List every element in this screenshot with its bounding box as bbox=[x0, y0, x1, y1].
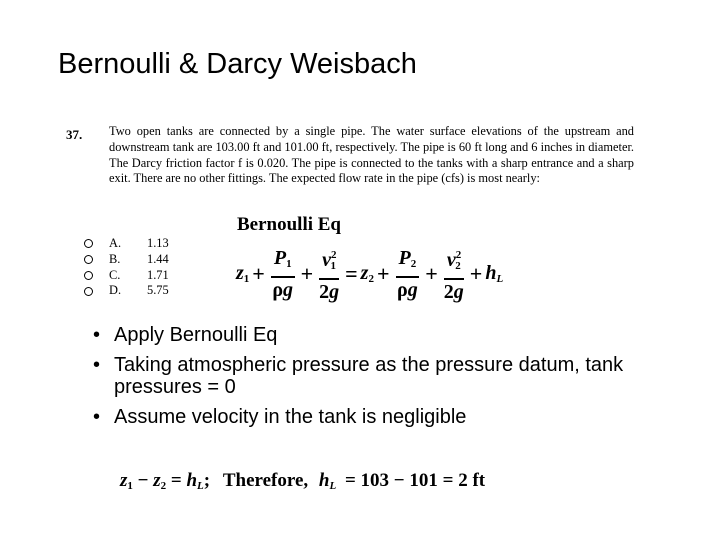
eq-plus: + bbox=[252, 260, 265, 286]
answer-choices bbox=[84, 236, 169, 299]
equation-title: Bernoulli Eq bbox=[237, 214, 341, 235]
radio-button-icon[interactable] bbox=[84, 287, 93, 296]
choice-b[interactable] bbox=[84, 252, 169, 268]
radio-button-icon[interactable] bbox=[84, 239, 93, 248]
result-equation bbox=[120, 470, 485, 492]
eq-term-z2: $z_2$ bbox=[360, 262, 374, 285]
eq-plus: + bbox=[425, 260, 438, 286]
eq-pressure-head-2: $\frac{P_2}{\rho g}$ bbox=[397, 246, 418, 301]
eq-equals: = bbox=[345, 260, 358, 286]
eq-plus: + bbox=[300, 260, 314, 286]
result-hl: $h_L$ bbox=[318, 470, 337, 492]
bullet-text: Apply Bernoulli Eq bbox=[114, 324, 278, 346]
choice-value: 1.71 bbox=[147, 267, 169, 282]
eq-pressure-head-1: $\frac{P_1}{\rho g}$ bbox=[272, 246, 294, 301]
eq-term-z1: $z_1$ bbox=[236, 262, 250, 285]
list-item bbox=[93, 354, 693, 398]
list-item bbox=[93, 324, 693, 346]
choice-value: 1.44 bbox=[147, 251, 169, 266]
choice-letter: A. bbox=[109, 236, 122, 250]
bullet-dot-icon: • bbox=[93, 324, 101, 346]
choice-d[interactable] bbox=[84, 283, 169, 299]
eq-velocity-head-2: $\frac{v^2_2}{2g}$ bbox=[444, 244, 464, 303]
choice-letter: B. bbox=[109, 251, 121, 266]
choice-value: 1.13 bbox=[147, 236, 169, 250]
slide-title: Bernoulli & Darcy Weisbach bbox=[58, 48, 417, 80]
eq-velocity-head-1: $\frac{v^2_1}{2g}$ bbox=[319, 244, 339, 303]
radio-button-icon[interactable] bbox=[84, 271, 93, 280]
problem-text: Two open tanks are connected by a single pipe. The water surface elevations of the upstream and downstream tank are 103.00 ft and 101.00 ft, respectively. The pipe is 60 ft long and 6 inches in diameter. The Darcy friction factor f is 0.020. The pipe is connected to the tanks with a sharp entrance and a sharp exit. There are no other fittings. The expected flow rate in the pipe (cfs) is most nearly: bbox=[109, 124, 634, 186]
result-therefore: Therefore, bbox=[222, 470, 309, 491]
bullet-text: Assume velocity in the tank is negligible bbox=[114, 406, 467, 428]
bullet-text: Taking atmospheric pressure as the pressure datum, tank pressures = 0 bbox=[114, 354, 624, 398]
radio-button-icon[interactable] bbox=[84, 255, 93, 264]
list-item bbox=[93, 406, 693, 428]
eq-term-hl: $h_L$ bbox=[485, 262, 504, 285]
result-lhs: $z_1 - z_2 = h_L$; bbox=[120, 470, 211, 492]
problem-number: 37. bbox=[66, 127, 83, 142]
choice-letter: D. bbox=[109, 283, 122, 298]
bullet-dot-icon: • bbox=[93, 406, 101, 428]
result-expression: = 103 − 101 = 2 ft bbox=[344, 470, 486, 491]
choice-c[interactable] bbox=[84, 268, 169, 284]
bernoulli-equation bbox=[236, 244, 503, 303]
eq-plus: + bbox=[376, 260, 390, 286]
eq-plus: + bbox=[469, 260, 483, 286]
choice-letter: C. bbox=[109, 267, 121, 282]
choice-a[interactable] bbox=[84, 236, 169, 252]
bullet-list bbox=[93, 324, 693, 436]
bullet-dot-icon: • bbox=[93, 354, 101, 376]
choice-value: 5.75 bbox=[147, 283, 169, 298]
